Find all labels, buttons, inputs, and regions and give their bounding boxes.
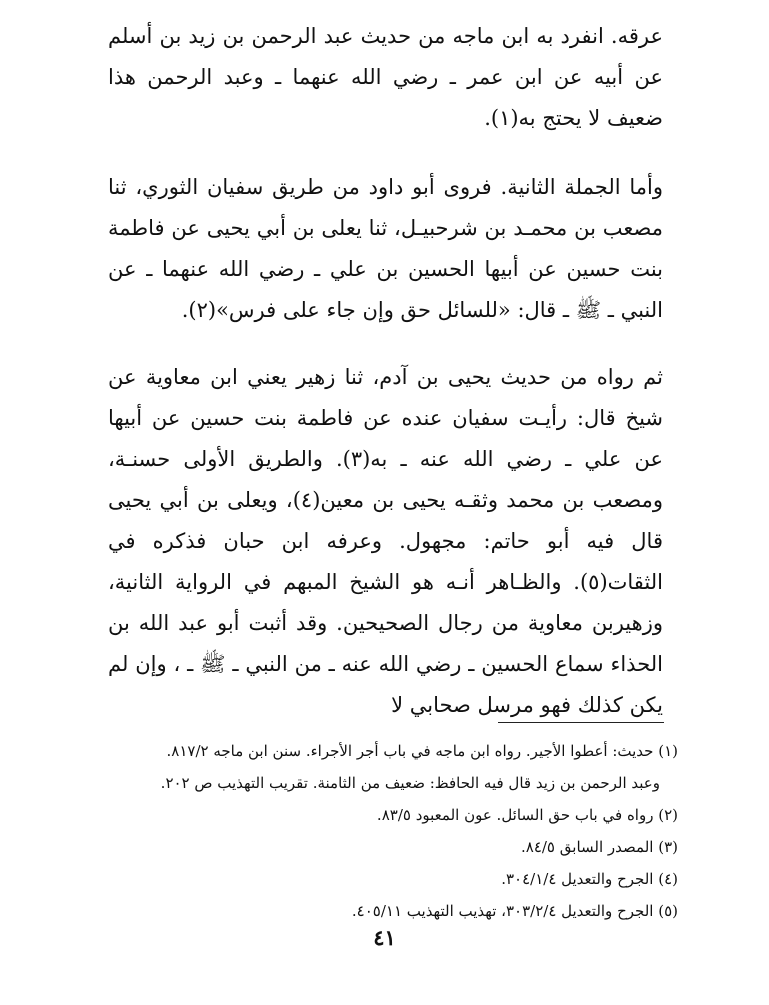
footnote-1-continuation: وعبد الرحمن بن زيد قال فيه الحافظ: ضعيف من الثامنة. تقريب التهذيب ص ٢٠٢. xyxy=(160,774,660,792)
page-number: ٤١ xyxy=(373,925,396,950)
paragraph-2: وأما الجملة الثانية. فروى أبو داود من طريق سفيان الثوري، ثنا مصعب بن محمـد بن شرحبيـل، ثنا يعلى بن أبي يحيى عن فاطمة بنت حسين عن أبيها الحسين بن علي ـ رضي الله عنهما ـ عن النبي ـ ﷺ ـ قال: «للسائل حق وإن جاء على فرس»(٢). xyxy=(108,175,663,322)
paragraph-3: ثم رواه من حديث يحيى بن آدم، ثنا زهير يعني ابن معاوية عن شيخ قال: رأيـت سفيان عنده عن فاطمة بنت حسين عن أبيها عن علي ـ رضي الله عنه ـ به(٣). والطريق الأولى حسنـة، ومصعب بن محمد وثقـه يحيى بن معين(٤)، ويعلى بن أبي يحيى قال فيه أبو حاتم: مجهول. وعرفه ابن حبان فذكره في الثقات(٥). والظـاهر أنـه هو الشيخ المبهم في الرواية الثانية، وزهيربن معاوية من رجال الصحيحين. وقد أثبت أبو عبد الله بن الحذاء سماع الحسين ـ رضي الله عنه ـ من النبي ـ ﷺ ـ ، وإن لم يكن كذلك فهو مرسل صحابي لا xyxy=(108,365,663,717)
footnote-1: (١) حديث: أعطوا الأجير. رواه ابن ماجه في باب أجر الأجراء. سنن ابن ماجه ٨١٧/٢. xyxy=(166,742,678,760)
footnotes xyxy=(108,735,678,927)
footnote-divider xyxy=(498,722,664,723)
paragraph-1: عرقه. انفرد به ابن ماجه من حديث عبد الرحمن بن زيد بن أسلم عن أبيه عن ابن عمر ـ رضي الله عنهما ـ وعبد الرحمن هذا ضعيف لا يحتج به(١). xyxy=(108,24,663,130)
main-text xyxy=(108,16,663,726)
footnote-5: (٥) الجرح والتعديل ٣٠٣/٢/٤، تهذيب التهذيب ٤٠٥/١١. xyxy=(351,902,678,920)
footnote-2: (٢) رواه في باب حق السائل. عون المعبود ٨٣/٥. xyxy=(376,806,678,824)
footnote-3: (٣) المصدر السابق ٨٤/٥. xyxy=(520,838,678,856)
footnote-4: (٤) الجرح والتعديل ٣٠٤/١/٤. xyxy=(501,870,678,888)
